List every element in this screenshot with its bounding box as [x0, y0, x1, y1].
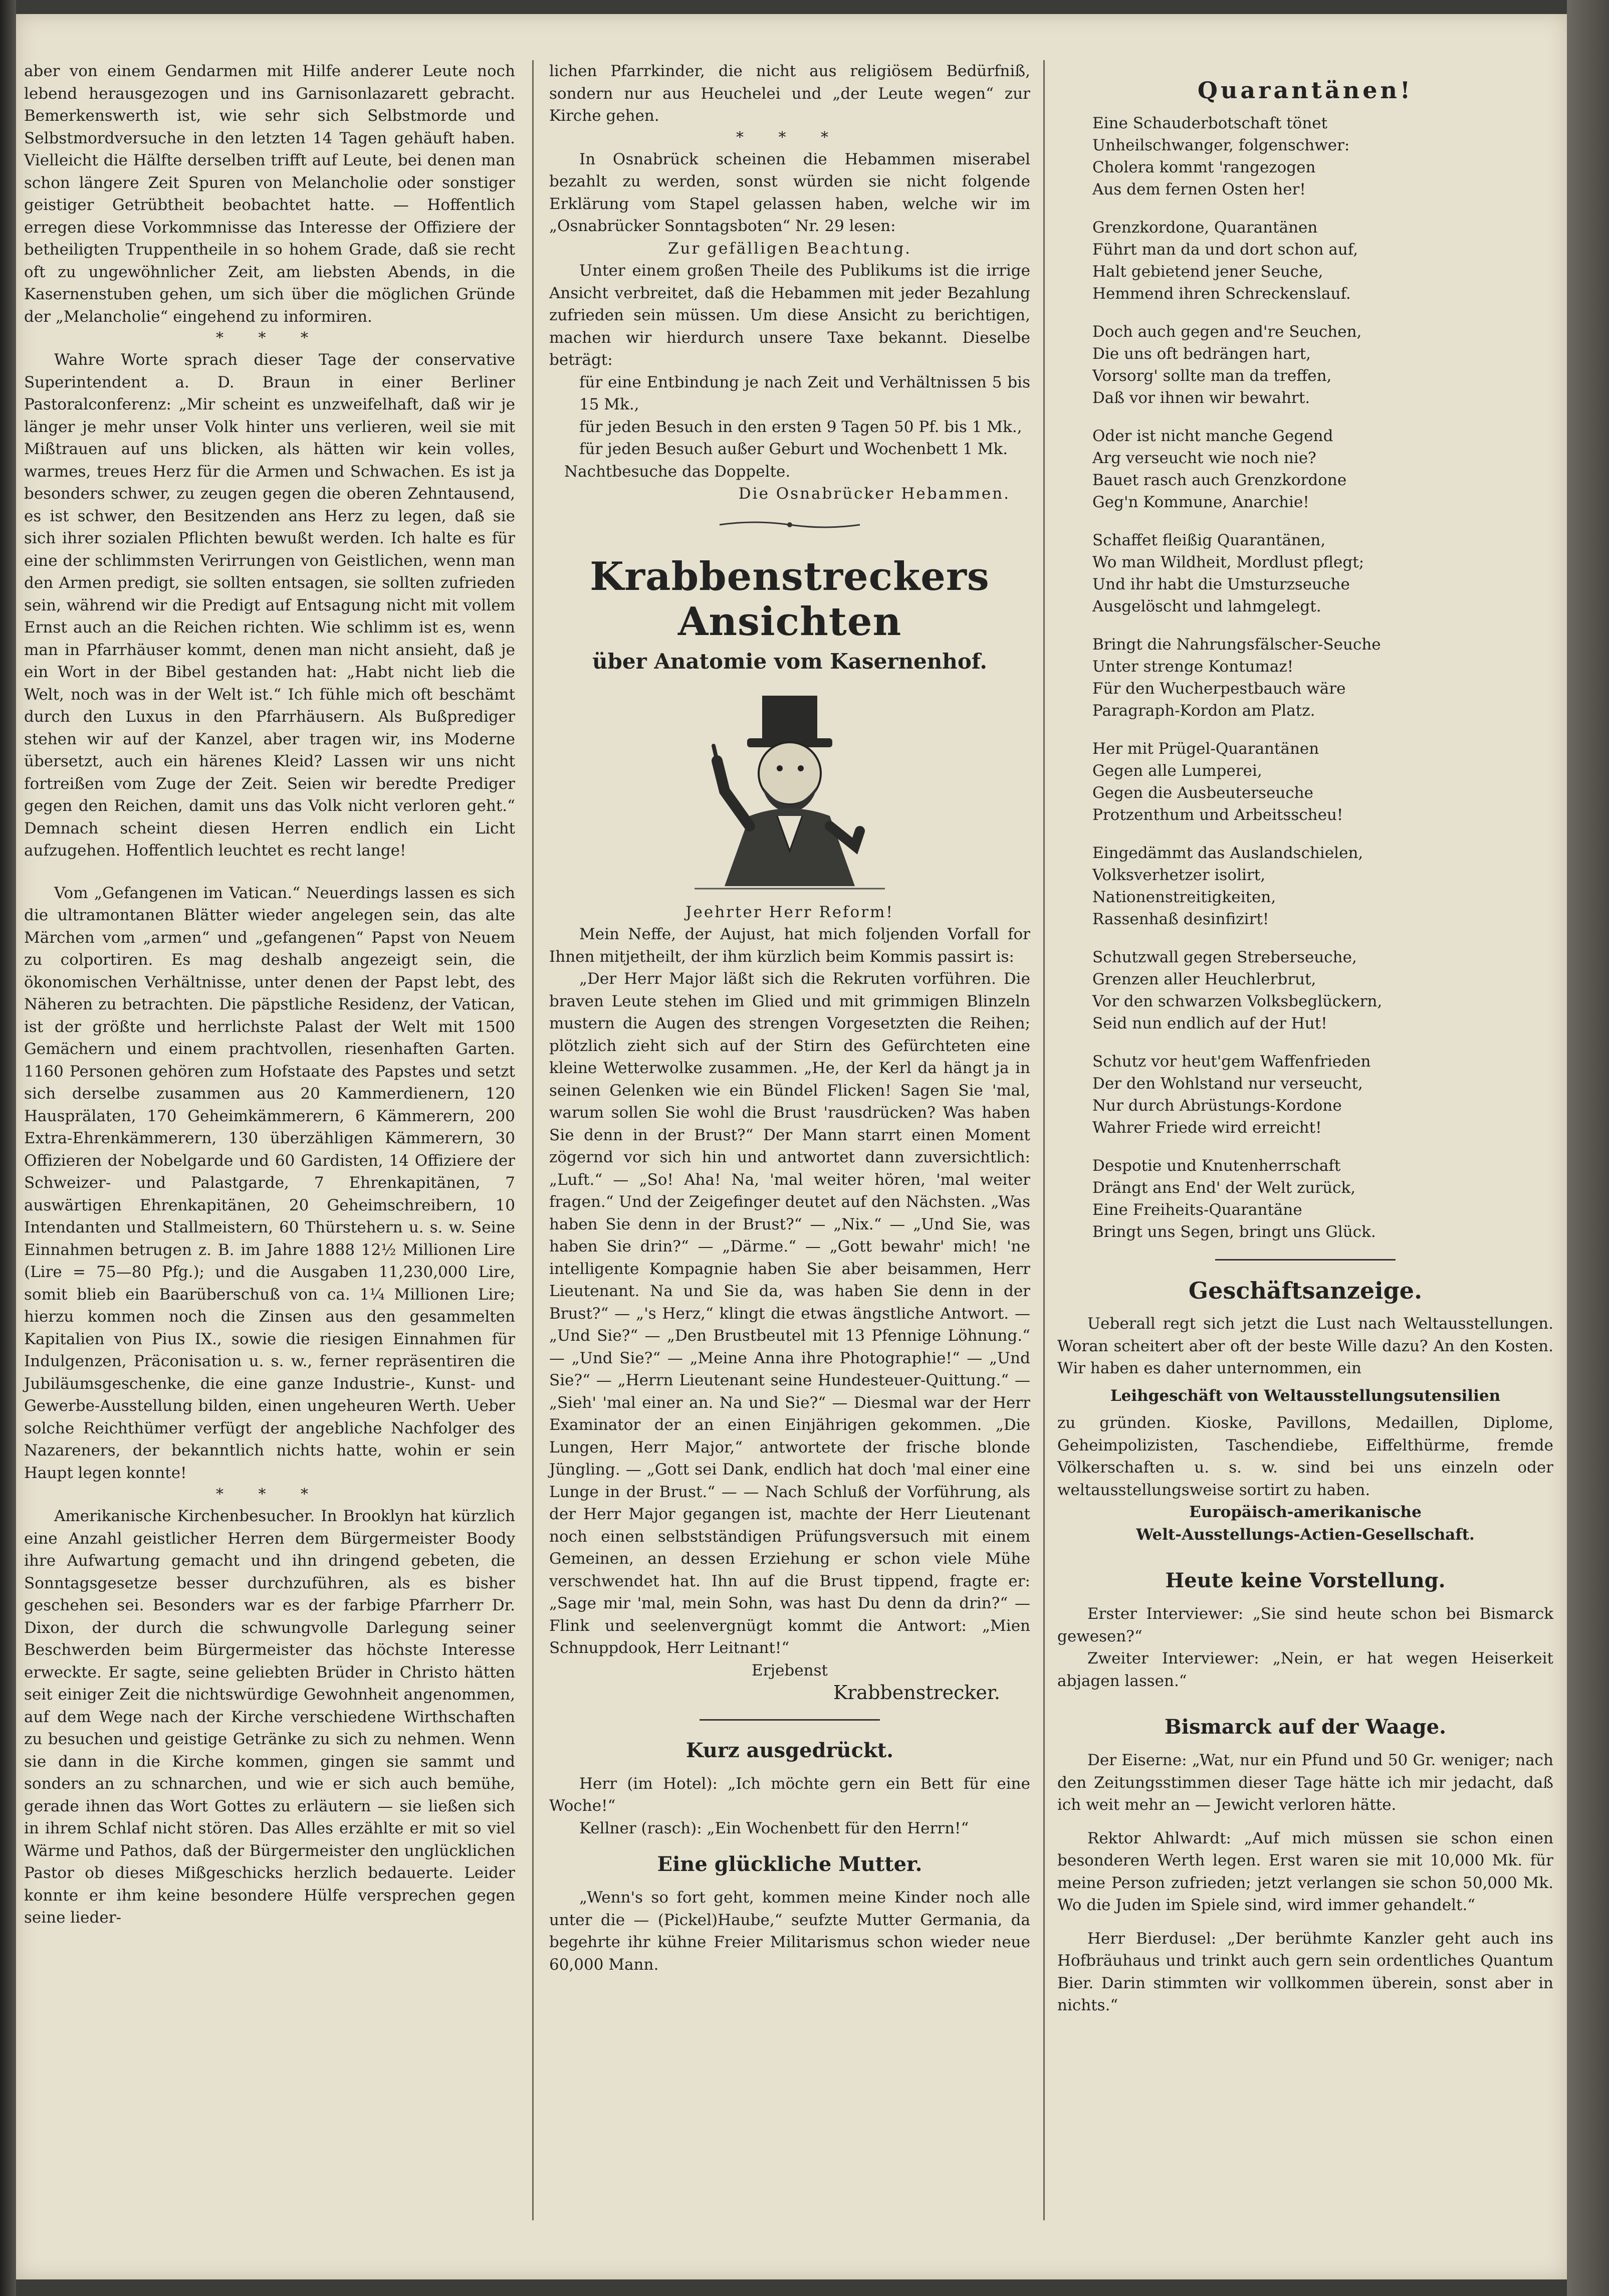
taxe-item: für jeden Besuch in den ersten 9 Tagen 50 Pf. bis 1 Mk., — [579, 418, 1022, 436]
poem-line: Wo man Wildheit, Mordlust pflegt; — [1092, 553, 1364, 571]
poem-line: Rassenhaß desinfizirt! — [1092, 910, 1269, 928]
mutter-text: „Wenn's so fort geht, kommen meine Kinder noch alle unter die — (Pickel)Haube,“ seufzte Mutter Germania, da begehrte ihr kühne Freier Militarismus schon wieder neue 60,000 Mann. — [549, 1889, 1030, 1974]
poem-line: Hemmend ihren Schreckenslauf. — [1092, 285, 1351, 303]
poem-line: Volksverhetzer isolirt, — [1092, 866, 1266, 884]
hebammen-signature: Die Osnabrücker Hebammen. — [738, 485, 1010, 503]
poem-line: Eine Schauderbotschaft tönet — [1092, 114, 1328, 132]
poem-line: Geg'n Kommune, Anarchie! — [1092, 493, 1309, 511]
poem-stanza — [1092, 738, 1553, 826]
section-divider — [700, 1719, 880, 1721]
taxe-night: Nachtbesuche das Doppelte. — [564, 462, 791, 481]
poem-stanza — [1092, 1051, 1553, 1139]
poem-quarantaenen — [1092, 112, 1553, 1243]
poem-stanza — [1092, 529, 1553, 617]
poem-line: Gegen alle Lumperei, — [1092, 762, 1262, 780]
poem-line: Grenzkordone, Quarantänen — [1092, 219, 1318, 237]
column-divider-right — [1043, 60, 1045, 2220]
poem-line: Unter strenge Kontumaz! — [1092, 658, 1294, 676]
poem-line: Vorsorg' sollte man da treffen, — [1092, 367, 1332, 385]
letter-closing: Erjebenst — [752, 1661, 828, 1680]
poem-line: Schutzwall gegen Streberseuche, — [1092, 948, 1357, 966]
poem-line: Halt gebietend jener Seuche, — [1092, 263, 1323, 281]
geschaeft-center: Leihgeschäft von Weltausstellungsutensilien — [1110, 1386, 1501, 1405]
bismarck-title: Bismarck auf der Waage. — [1164, 1715, 1446, 1739]
section-divider — [1215, 1259, 1396, 1261]
poem-line: Bringt die Nahrungsfälscher-Seuche — [1092, 636, 1381, 654]
poem-line: Daß vor ihnen wir bewahrt. — [1092, 389, 1310, 407]
poem-line: Führt man da und dort schon auf, — [1092, 241, 1358, 259]
poem-line: Her mit Prügel-Quarantänen — [1092, 740, 1319, 758]
poem-line: Nationenstreitigkeiten, — [1092, 888, 1276, 906]
kurz-line: Herr (im Hotel): „Ich möchte gern ein Bett für eine Woche!“ — [549, 1774, 1030, 1815]
poem-title: Quarantänen! — [1197, 77, 1414, 104]
heute-line: Erster Interviewer: „Sie sind heute schon bei Bismarck gewesen?“ — [1057, 1605, 1553, 1645]
kurz-title: Kurz ausgedrückt. — [685, 1738, 894, 1762]
poem-line: Bauet rasch auch Grenzkordone — [1092, 471, 1347, 489]
poem-line: Schutz vor heut'gem Waffenfrieden — [1092, 1053, 1371, 1071]
poem-line: Drängt ans End' der Welt zurück, — [1092, 1179, 1356, 1197]
poem-stanza — [1092, 946, 1553, 1034]
ornament-divider — [549, 517, 1030, 536]
poem-stanza — [1092, 321, 1553, 409]
poem-line: Oder ist nicht manche Gegend — [1092, 427, 1333, 445]
left-column — [24, 60, 515, 1929]
letter-body: „Der Herr Major läßt sich die Rekruten vorführen. Die braven Leute stehen im Glied und mit grimmigen Blinzeln mustern die Augen des strengen Vorgesetzten die Reihen; plötzlich zieht sich auf der Stirn des Gefürchteten eine kleine Wetterwolke zusammen. „He, der Kerl da hängt ja in seinen Gelenken wie ein Bündel Flicken! Sagen Sie 'mal, warum sollen Sie wohl die Brust 'rausdrücken? Was haben Sie denn in der Brust?“ Der Mann starrt einen Moment zögernd vor sich hin und antwortet dann zuversichtlich: „Luft.“ — „So! Aha! Na, 'mal weiter hören, 'mal weiter fragen.“ Und der Zeigefinger deutet auf den Nächsten. „Was haben Sie denn in der Brust?“ — „Nix.“ — „Und Sie, was haben Sie drin?“ — „Därme.“ — „Gott bewahr' mich! 'ne intelligente Kompagnie haben Sie aber beisammen, Herr Lieutenant. Na und Sie da, was haben Sie denn in der Brust?“ — „'s Herz,“ klingt die etwas ängstliche Antwort. — „Und Sie?“ — „Den Brustbeutel mit 13 Pfennige Löhnung.“ — „Und Sie?“ — „Meine Anna ihre Photographie!“ — „Und Sie?“ — „Herrn Lieutenant seine Hundesteuer-Quittung.“ — „Sieh' 'mal einer an. Na und Sie?“ — Diesmal war der Herr Examinator der an einen Einjährigen gekommen. „Die Lungen, Herr Major,“ antwortete der frische blonde Jüngling. — „Gott sei Dank, endlich hat doch 'mal einer eine Lunge in der Brust.“ — — Nach Schluß der Vorführung, als der Herr Major gegangen ist, machte der Herr Lieutenant noch einen selbstständigen Prüfungsversuch mit einem Gemeinen, an dessen Erziehung er schon viele Mühe verschwendet hat. Ihn auf die Brust tippend, fragte er: „Sage mir 'mal, mein Sohn, was hast Du denn da drin?“ — Flink und seelenvergnügt kommt die Antwort: „Mien Schnuppdook, Herr Leitnant!“ — [549, 970, 1030, 1657]
bismarck-text: Rektor Ahlwardt: „Auf mich müssen sie schon einen besonderen Werth legen. Erst waren sie mit 10,000 Mk. für meine Person zufrieden; jetzt verlangen sie schon 50,000 Mk. Wo die Juden im Spiele sind, wird immer gehandelt.“ — [1057, 1829, 1553, 1914]
poem-stanza — [1092, 112, 1553, 200]
letter-signature: Krabbenstrecker. — [833, 1682, 1000, 1704]
heute-line: Zweiter Interviewer: „Nein, er hat wegen Heiserkeit abjagen lassen.“ — [1057, 1649, 1553, 1690]
poem-stanza — [1092, 425, 1553, 513]
poem-stanza — [1092, 634, 1553, 722]
notice-heading: Zur gefälligen Beachtung. — [667, 239, 912, 258]
kurz-line: Kellner (rasch): „Ein Wochenbett für den Herrn!“ — [579, 1819, 969, 1837]
article-vatican: Vom „Gefangenen im Vatican.“ Neuerdings lassen es sich die ultramontanen Blätter wieder angelegen sein, das alte Märchen vom „armen“ und „gefangenen“ Papst von Neuem zu colportiren. Es mag deshalb angezeigt sein, die ökonomischen Verhältnisse, unter denen der Papst lebt, des Näheren zu betrachten. Die päpstliche Residenz, der Vatican, ist der größte und herrlichste Palast der Welt mit 1500 Gemächern und einem prachtvollen, riesenhaften Garten. 1160 Personen gehören zum Hofstaate des Papstes und setzt sich derselbe zusammen aus 20 Kammerdienern, 120 Hausprälaten, 170 Geheimkämmerern, 6 Kämmerern, 200 Extra-Ehrenkämmerern, 130 überzähligen Kämmerern, 30 Offizieren der Nobelgarde und 60 Gardisten, 14 Offiziere der Schweizer- und Palastgarde, 7 Ehrenkapitänen, 7 auswärtigen Ehrenkapitänen, 20 Geheimschreibern, 10 Intendanten und Stallmeistern, 60 Thürstehern u. s. w. Seine Einnahmen betrugen z. B. im Jahre 1888 12½ Millionen Lire (Lire = 75—80 Pfg.); und die Ausgaben 11,230,000 Lire, somit blieb ein Baarüberschuß von ca. 1¼ Millionen Lire; hierzu kommen noch die Zinsen aus den gesammelten Kapitalien von Pius IX., sowie die riesigen Einnahmen für Indulgenzen, Präconisation u. s. w., ferner repräsentiren die Jubiläumsgeschenke, die eine ganze Industrie-, Kunst- und Gewerbe-Ausstellung bilden, einen ungeheuren Werth. Ueber solche Reichthümer verfügt der angebliche Nachfolger des Nazareners, der bekanntlich nichts hatte, wohin er sein Haupt legen konnte! — [24, 884, 515, 1482]
poem-line: Der den Wohlstand nur verseucht, — [1092, 1075, 1363, 1093]
poem-line: Gegen die Ausbeuterseuche — [1092, 784, 1314, 802]
article-kirchenbesucher: Amerikanische Kirchenbesucher. In Brooklyn hat kürzlich eine Anzahl geistlicher Herren dem Bürgermeister Boody ihre Aufwartung gemacht und ihn dringend gebeten, die Sonntagsgesetze besser durchzuführen, als es bisher geschehen sei. Besonders war es der farbige Pfarrherr Dr. Dixon, der durch die schwungvolle Darlegung seiner Beschwerden beim Bürgermeister das höchste Interesse erweckte. Er sagte, seine geliebten Brüder in Christo hätten seit einiger Zeit die nichtswürdige Gewohnheit angenommen, auf dem Wege nach der Kirche verschiedene Wirthschaften zu besuchen und geistige Getränke zu sich zu nehmen. Wenn sie dann in die Kirche kommen, gingen sie sammt und sonders an zu schnarchen, und wie er sich auch bemühe, gerade ihnen das Wort Gottes zu erläutern — sie ließen sich in ihrem Schlaf nicht stören. Das Alles erzählte er mit so viel Wärme und Pathos, daß der Bürgermeister den unglücklichen Pastor ob dieses Mißgeschicks herzlich bedauerte. Leider konnte er ihm keine besondere Hülfe versprechen gegen seine lieder- — [24, 1507, 515, 1927]
separator-stars: * * * — [215, 329, 324, 347]
poem-line: Paragraph-Kordon am Platz. — [1092, 702, 1315, 720]
poem-line: Seid nun endlich auf der Hut! — [1092, 1014, 1327, 1032]
notice-text: Unter einem großen Theile des Publikums ist die irrige Ansicht verbreitet, daß die Hebammen mit jeder Bezahlung zufrieden sein müssen. Um diese Ansicht zu berichtigen, machen wir hierdurch unsere Taxe bekannt. Dieselbe beträgt: — [549, 262, 1030, 369]
poem-line: Eingedämmt das Auslandschielen, — [1092, 844, 1363, 862]
poem-line: Und ihr habt die Umsturzseuche — [1092, 575, 1350, 593]
separator-stars: * * * — [215, 1486, 324, 1503]
article-wahre-worte: Wahre Worte sprach dieser Tage der conservative Superintendent a. D. Braun in einer Berliner Pastoralconferenz: „Mir scheint es unzweifelhaft, daß wir je länger je mehr unser Volk hinter uns verlieren, weil sie mit Mißtrauen auf uns blicken, als hätten wir kein volles, warmes, treues Herz für die Armen und Schwachen. Es ist ja besonders schwer, zu zeugen gegen die oberen Zehntausend, es ist schwer, den Besitzenden ans Herz zu legen, daß sie sich ihrer sozialen Pflichten bewußt werden. Ich halte es für eine der schlimmsten Verirrungen von Geistlichen, wenn man den Armen predigt, sie sollten entsagen, sie sollten zufrieden sein, während wir die Predigt auf Entsagung nicht mit vollem Ernst auch an die Reichen richten. Wie schlimm ist es, wenn man in Pfarrhäuser kommt, denen man nicht ansieht, daß je ein Wort in der Bibel gestanden hat: „Habt nicht lieb die Welt, noch was in der Welt ist.“ Ich fühle mich oft beschämt durch den Luxus in den Pfarrhäusern. Als Bußprediger stehen wir auf der Kanzel, aber tragen wir, ins Moderne übersetzt, auch ein härenes Kleid? Lassen wir uns nicht fortreißen vom Zuge der Zeit. Seien wir beredte Prediger gegen den Reichen, damit uns das Volk nicht verloren geht.“ Demnach scheint diesen Herren endlich ein Licht aufzugehen. Hoffentlich leuchtet es recht lange! — [24, 351, 515, 860]
heute-title: Heute keine Vorstellung. — [1165, 1569, 1446, 1592]
poem-line: Despotie und Knutenherrschaft — [1092, 1157, 1341, 1175]
middle-column — [549, 60, 1030, 1976]
column-divider-left — [532, 60, 534, 2220]
geschaeft-signature: Europäisch-amerikanische — [1189, 1503, 1422, 1521]
article-hebammen: In Osnabrück scheinen die Hebammen miserabel bezahlt zu werden, sonst würden sie nicht folgende Erklärung vom Stapel gelassen haben, welche wir im „Osnabrücker Sonntagsboten“ Nr. 29 lesen: — [549, 150, 1030, 235]
poem-stanza — [1092, 842, 1553, 930]
krabbenstrecker-subtitle: über Anatomie vom Kasernenhof. — [592, 649, 988, 674]
separator-stars: * * * — [736, 128, 844, 146]
geschaeft-signature: Welt-Ausstellungs-Actien-Gesellschaft. — [1136, 1525, 1475, 1544]
geschaeft-title: Geschäftsanzeige. — [1188, 1277, 1423, 1304]
poem-line: Cholera kommt 'rangezogen — [1092, 158, 1316, 176]
right-column — [1057, 60, 1553, 2017]
poem-line: Schaffet fleißig Quarantänen, — [1092, 531, 1326, 549]
geschaeft-text: Ueberall regt sich jetzt die Lust nach Weltausstellungen. Woran scheitert aber oft der beste Wille dazu? An den Kosten. Wir haben es daher unternommen, ein — [1057, 1315, 1553, 1377]
article-gendarm: aber von einem Gendarmen mit Hilfe anderer Leute noch lebend herausgezogen und ins Garnisonlazarett gebracht. Bemerkenswerth ist, wie sehr sich Selbstmorde und Selbstmordversuche in den letzten 14 Tagen gehäuft haben. Vielleicht die Hälfte derselben trifft auf Leute, bei denen man schon längere Zeit Spuren von Melancholie oder sonstiger geistiger Getrübtheit beobachtet hatte. — Hoffentlich erregen diese Vorkommnisse das Interesse der Offiziere der betheiligten Truppentheile in so hohem Grade, daß sie recht oft zu ungewöhnlicher Zeit, am liebsten Abends, in die Kasernenstuben gehen, um sich über die möglichen Gründe der „Melancholie“ eingehend zu informiren. — [24, 62, 515, 326]
poem-line: Bringt uns Segen, bringt uns Glück. — [1092, 1223, 1376, 1241]
poem-line: Grenzen aller Heuchlerbrut, — [1092, 970, 1316, 988]
poem-line: Aus dem fernen Osten her! — [1092, 180, 1306, 198]
geschaeft-text: zu gründen. Kioske, Pavillons, Medaillen, Diplome, Geheimpolizisten, Taschendiebe, Eiffelthürme, fremde Völkerschaften u. s. w. sind bei uns einzeln oder weltausstellungsweise sortirt zu haben. — [1057, 1414, 1553, 1499]
krabbenstrecker-title: Krabbenstreckers Ansichten — [590, 553, 990, 645]
poem-line: Protzenthum und Arbeitsscheu! — [1092, 806, 1343, 824]
article-continued: lichen Pfarrkinder, die nicht aus religiösem Bedürfniß, sondern nur aus Heuchelei und „der Leute wegen“ zur Kirche gehen. — [549, 62, 1030, 125]
bismarck-text: Herr Bierdusel: „Der berühmte Kanzler geht auch ins Hofbräuhaus und trinkt auch gern sein ordentliches Quantum Bier. Darin stimmten wir vollkommen überein, sonst aber in nichts.“ — [1057, 1929, 1553, 2014]
letter-intro: Mein Neffe, der Aujust, hat mich foljenden Vorfall for Ihnen mitjetheilt, der ihm kürzlich beim Kommis passirt is: — [549, 925, 1030, 966]
taxe-item: für eine Entbindung je nach Zeit und Verhältnissen 5 bis 15 Mk., — [579, 373, 1030, 413]
poem-line: Arg verseucht wie noch nie? — [1092, 449, 1316, 467]
mutter-title: Eine glückliche Mutter. — [657, 1852, 923, 1876]
poem-line: Doch auch gegen and're Seuchen, — [1092, 323, 1362, 341]
page-edge — [1567, 0, 1609, 2296]
poem-stanza — [1092, 217, 1553, 305]
bismarck-text: Der Eiserne: „Wat, nur ein Pfund und 50 Gr. weniger; nach den Zeitungsstimmen dieser Tage hätte ich mir jedacht, daß ich weit mehr an — Jewicht verloren hätte. — [1057, 1751, 1553, 1814]
poem-stanza — [1092, 1155, 1553, 1243]
book-spine — [0, 0, 16, 2296]
poem-line: Die uns oft bedrängen hart, — [1092, 345, 1311, 363]
poem-line: Vor den schwarzen Volksbeglückern, — [1092, 992, 1383, 1010]
poem-line: Unheilschwanger, folgenschwer: — [1092, 136, 1350, 154]
poem-line: Für den Wucherpestbauch wäre — [1092, 680, 1346, 698]
poem-line: Nur durch Abrüstungs-Kordone — [1092, 1097, 1342, 1115]
letter-salutation: Jeehrter Herr Reform! — [685, 903, 894, 921]
poem-line: Wahrer Friede wird erreicht! — [1092, 1119, 1322, 1137]
caricature-illustration — [674, 686, 905, 896]
poem-line: Ausgelöscht und lahmgelegt. — [1092, 597, 1321, 615]
ornament-icon — [715, 517, 865, 532]
poem-line: Eine Freiheits-Quarantäne — [1092, 1201, 1302, 1219]
taxe-item: für jeden Besuch außer Geburt und Wochenbett 1 Mk. — [579, 440, 1008, 458]
